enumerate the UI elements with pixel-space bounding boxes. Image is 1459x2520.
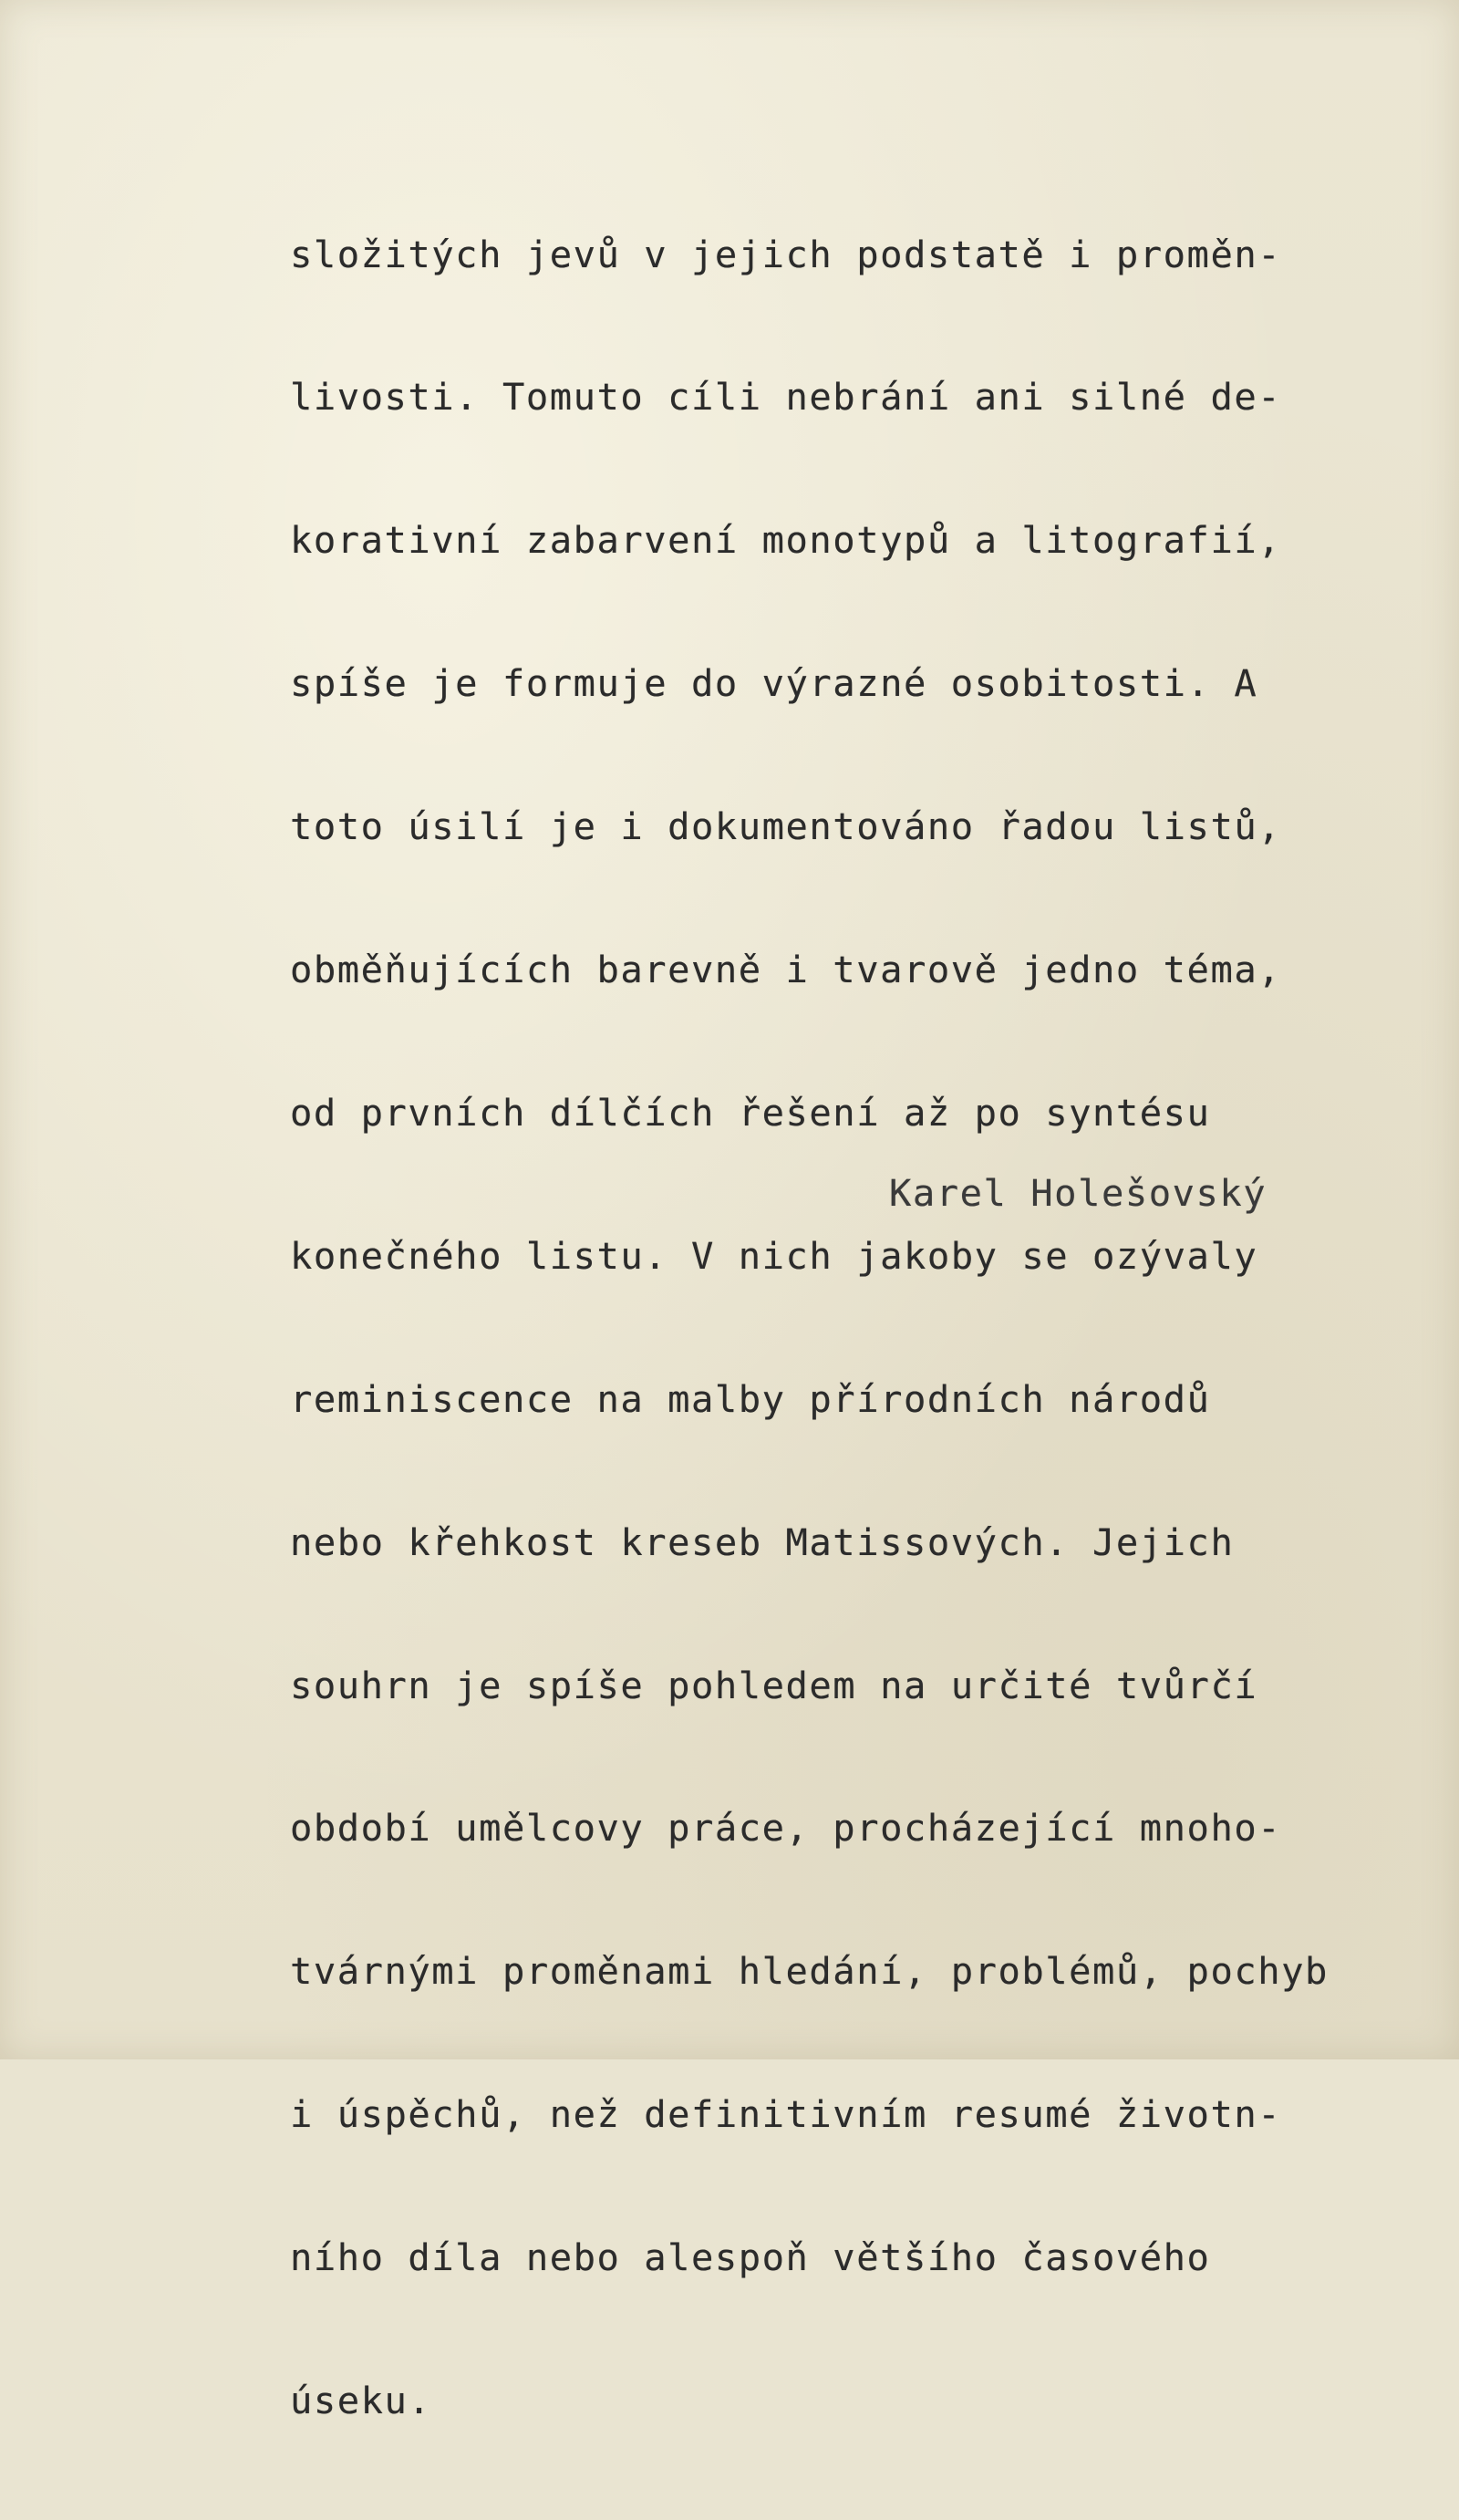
author-signature: Karel Holešovský (889, 1171, 1268, 1215)
text-line: nebo křehkost kreseb Matissových. Jejich (290, 1519, 1235, 1564)
text-line: úseku. (290, 2378, 432, 2422)
text-line: tvárnými proměnami hledání, problémů, pochyb (290, 1949, 1329, 1994)
text-line: toto úsilí je i dokumentováno řadou listů, (290, 804, 1282, 849)
typewritten-text (290, 135, 1421, 2520)
text-line: konečného listu. V nich jakoby se ozývaly (290, 1233, 1258, 1278)
text-line: i úspěchů, než definitivním resumé životn- (290, 2092, 1282, 2137)
text-line: spíše je formuje do výrazné osobitosti. A (290, 661, 1258, 706)
text-line: období umělcovy práce, procházející mnoho- (290, 1806, 1282, 1851)
text-line: livosti. Tomuto cíli nebrání ani silné de- (290, 375, 1282, 420)
text-line: složitých jevů v jejich podstatě i proměn- (290, 232, 1282, 276)
text-line: korativní zabarvení monotypů a litografií, (290, 518, 1282, 563)
text-line: obměňujících barevně i tvarově jedno téma, (290, 948, 1282, 992)
text-line: reminiscence na malby přírodních národů (290, 1376, 1211, 1421)
text-line: ního díla nebo alespoň většího časového (290, 2235, 1211, 2280)
text-line: souhrn je spíše pohledem na určité tvůrčí (290, 1663, 1258, 1707)
text-line: od prvních dílčích řešení až po syntésu (290, 1090, 1211, 1135)
